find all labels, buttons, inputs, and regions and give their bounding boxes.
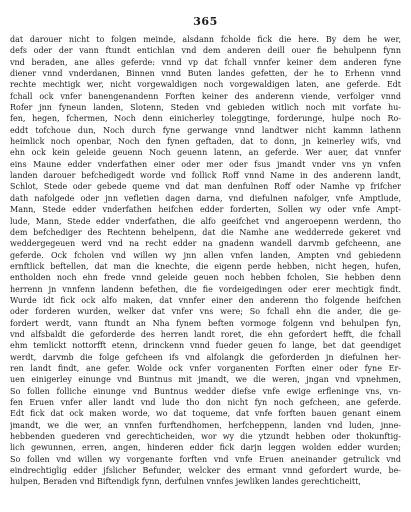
text-line: Edt fick dat ock maken worde, wo dat toqueme, dat vnfe forften bauen genant einem xyxy=(10,409,401,419)
text-line: jmandt, we die wer, an vnnfen furftendhomen, herfcheppenn, landen vnd luden, jnne- xyxy=(10,420,401,430)
text-line: Mann, Stede edder vnderfathen heifchen edder forderten, Sollen wy oder vnfe Ampt- xyxy=(10,205,401,215)
text-line: entholden noch ehn frede vnnd geleide geuen noch hebben fcholen, Sie hebben denn xyxy=(10,273,401,283)
text-line: weddergegeuen werd vnd na recht edder na gnadenn wandell darvmb gefcheenn, ane xyxy=(10,239,401,249)
text-line: dem befchediger des Rechtenn behelpenn, dat die Namhe ane wedderrede gekeret vnd xyxy=(10,227,401,237)
text-line: eindrechtiglig edder jfslicher Befunder, welcker des ermant vnnd gefordert wurde, be- xyxy=(10,466,401,476)
text-line: fen Eruen vnfer aller landt vnd lude tho don nicht fyn noch gefcheen, ane geferde. xyxy=(10,398,401,407)
text-line: fen, hegen, fchermen, Noch denn einicherley toleggtinge, forderunge, hulpe noch Ro- xyxy=(10,114,401,124)
text-line: Wurde idt fick ock alfo maken, dat vnnfer einer den anderenn tho folgende heifchen xyxy=(10,295,401,305)
text-line: landen darouer befchedigedt worde vnd follick Roff vnnd Name in des anderenn landt, xyxy=(10,171,401,181)
text-line: geferde. Ock fcholen vnd willen wy jnn allen vnfen landen, Ampten vnd gebiedenn xyxy=(10,250,401,260)
text-line: werdt, darvmb die folge gefcheen ifs vnd alfolangk die geforderden jn diefulnen her- xyxy=(10,352,401,362)
text-line: eddt tofchoue dun, Noch durch fyne gerwange vnnd landtwer nicht kammn lathenn xyxy=(10,125,401,135)
text-line: uen einigerley einunge vnd Buntnus mit jmandt, we die weren, jngan vnd vpnehmen, xyxy=(10,375,401,385)
text-line: ehn ock kein geleide geuenn Noch geuenn latenn, an geferde. Wer auer, dat vnnfer xyxy=(10,148,401,158)
text-line: heimlick noch openbar, Noch den fynen geftaden, dat to donn, jn keinerley wifs, vnd xyxy=(10,137,401,147)
text-line: Schlot, Stede oder gebede queme vnd dat man denfulnen Roff oder Namhe vp frifcher xyxy=(10,182,401,192)
text-line: vnd alfsbaldt die geforderde des herren landt roret, die ehn gefordert hefft, die fchall xyxy=(10,329,401,339)
text-line: defs oder der vann ftundt entichlan vnd dem anderen deill ouer fie behulpenn fynn xyxy=(10,46,401,56)
text-line: ernftlick beftellen, dat man die knechte, die eigenn perde hebben, nicht hegen, hufen, xyxy=(10,261,401,271)
text-line: vnd beraden, ane alles geferde: vnnd vp dat fchall vnnfer keiner dem anderen fyne xyxy=(10,57,401,67)
text-line: ehm temlickt nottorfft etenn, drinckenn vnnd fueder geuen fo lange, bet dat geendiget xyxy=(10,341,401,351)
text-line: lich gewunnen, erren, angen, hinderen edder fick darjn leggen wolden edder wurden; xyxy=(10,443,401,453)
text-line: diener vnnd vnderdanen, Binnen vnnd Buten landes gefetten, der he to Erhenn vnnd xyxy=(10,69,401,79)
body-text xyxy=(10,34,401,488)
text-line: dat darouer nicht to folgen meinde, alsdann fcholde fick die here. By dem he wer, xyxy=(10,35,401,44)
text-line: eins Maune edder vnderfathen einer oder mer oder fsus jmandt vnder vns yn vnfen xyxy=(10,159,401,169)
page-number: 365 xyxy=(193,15,218,28)
text-line: fchall ock vnfer banengenandenn Forften keiner des anderenn viende, verfolger vnnd xyxy=(10,91,401,101)
text-line: lude, Mann, Stede edder vnderfathen, die alfo geeifchet vnd angeroepenn werdenn, tho xyxy=(10,216,401,226)
text-line: hebbenden guederen vnd gerechticheiden, wor wy die ytzundt hebben oder thokunftig- xyxy=(10,432,401,442)
text-line: So follen vnd willen wy vorgenante forften vnd vnfe Eruen aneinander getrulick vnd xyxy=(10,454,401,464)
text-line: ren landt findt, ane gefer. Wolde ock vnfer vorganenten Forften einer oder fyne Er- xyxy=(10,363,401,373)
text-line: hulpen, Beraden vnd Biftendigk fynn, derfulnen vnnfes jewliken landes gerechticheitt, xyxy=(10,477,361,487)
text-line: herrenn jn vnnfenn landenn befethen, die fie vordeigedingen oder erer mechtigk findt. xyxy=(10,284,401,294)
text-line: fordert werdt, vann ftundt an Nha fynem beften vormoge folgenn vnd behulpen fyn, xyxy=(10,318,401,328)
text-line: Rofer jnn fyneun landen, Slotenn, Steden vnd gebieden witlich noch mit vorfate hu- xyxy=(10,103,401,113)
text-line: oder forderen wurden, welker dat vnfer vns were; So fchall ehn die ander, die ge- xyxy=(10,307,401,317)
text-line: rechte mechtigk wer, nicht vorgewaldigen noch vorgewaldigen laten, ane geferde. Edt xyxy=(10,80,401,90)
text-line: dath nafolgede oder jnn vefletien dagen darna, vnd diefulnen nafolger, vnfe Amptlude, xyxy=(10,193,401,203)
text-line: So follen folliche einunge vnd Buntnus wedder diefse vnfe ewige erfleninge vns, vn- xyxy=(10,386,401,396)
